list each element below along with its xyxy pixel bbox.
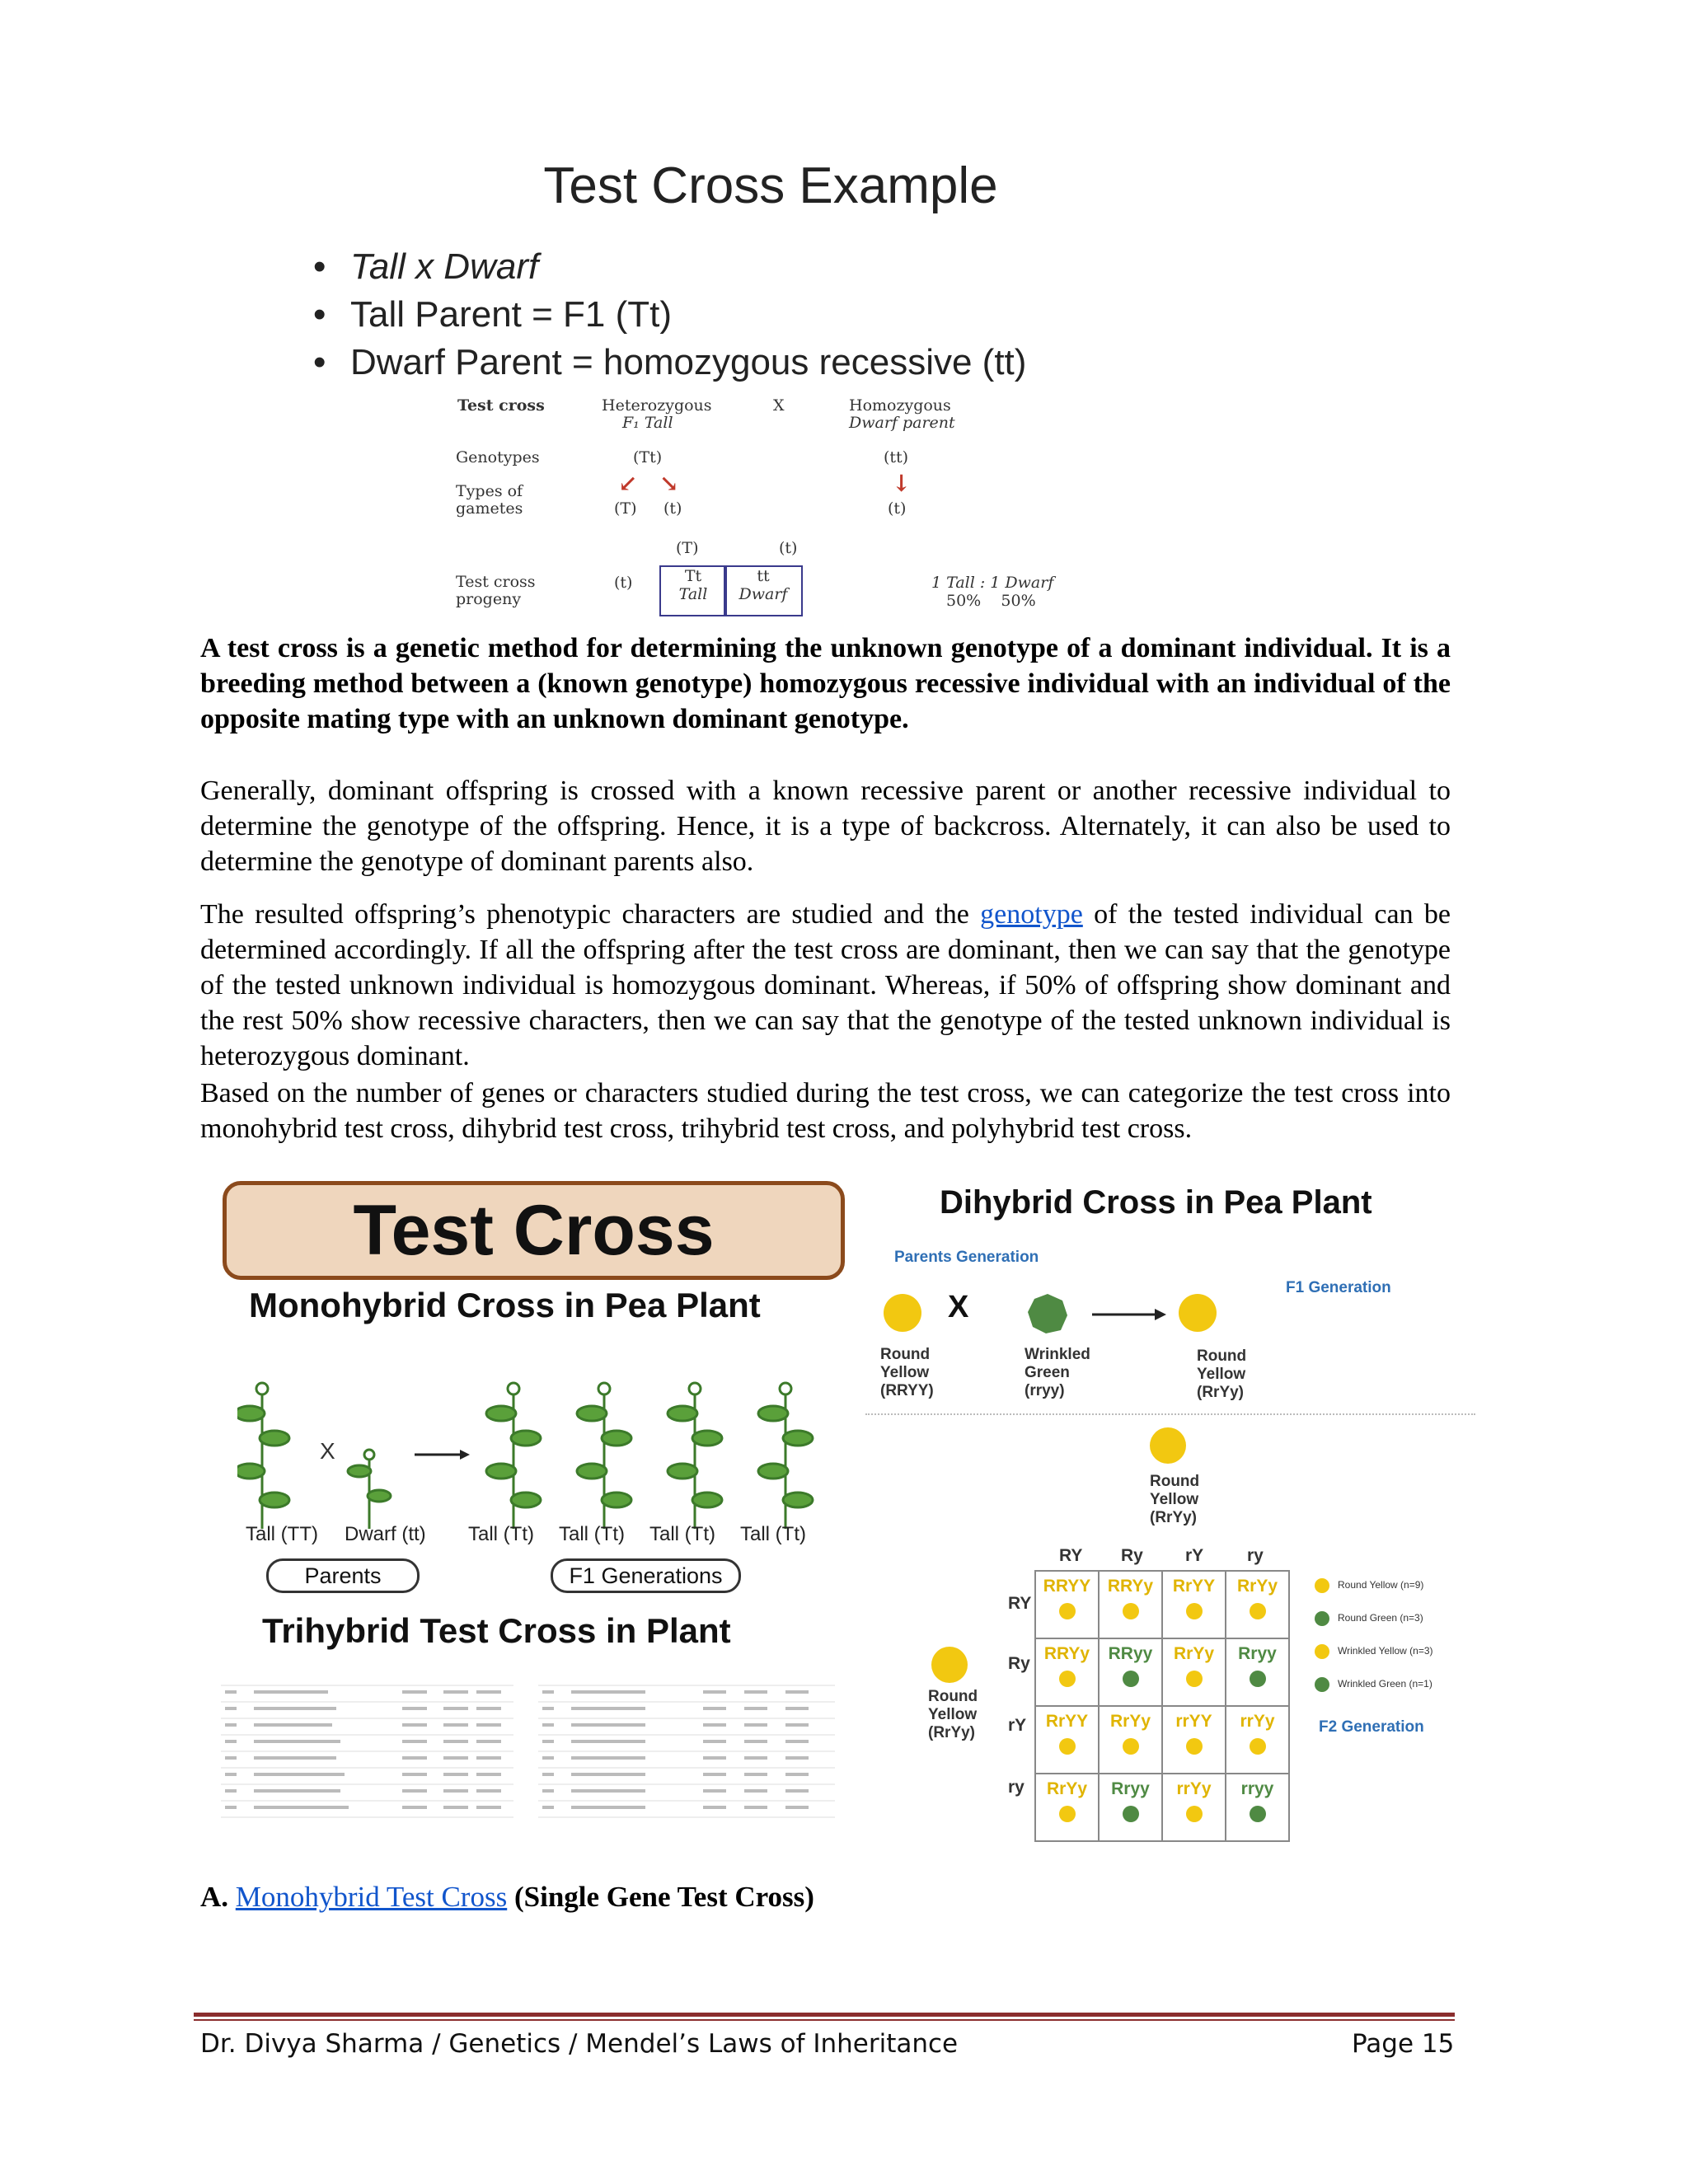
dihybrid-title: Dihybrid Cross in Pea Plant	[940, 1184, 1372, 1221]
cell-genotype: RrYY	[1045, 1712, 1089, 1731]
cell-genotype: RrYy	[1046, 1779, 1088, 1798]
punnett-cell-tall	[659, 565, 727, 616]
cell-genotype: Rryy	[1238, 1644, 1277, 1663]
homozygous-label: Homozygous	[849, 396, 951, 415]
legend-item: Round Green (n=3)	[1315, 1611, 1433, 1644]
cell-genotype: RRYy	[1043, 1644, 1090, 1663]
punnett-row	[1035, 1638, 1289, 1706]
gamete-label: rY	[1008, 1716, 1027, 1735]
gamete-label: RY	[1059, 1546, 1083, 1565]
bullet-item: • Tall Parent = F1 (Tt)	[313, 294, 673, 335]
bullet-item: • Dwarf Parent = homozygous recessive (tt)	[313, 342, 1027, 382]
yellow-seed-icon	[1059, 1738, 1076, 1755]
column-t: (t)	[779, 539, 798, 557]
cell-genotype: Tt	[684, 567, 702, 585]
punnett-cell-dwarf	[724, 565, 803, 616]
punnett-cell	[1035, 1638, 1099, 1706]
punnett-cell	[1226, 1706, 1289, 1774]
paragraph-backcross: Generally, dominant offspring is crossed with a known recessive parent or another recessive individual to determine the genotype of the offspring. Hence, it is a type of backcross. Alternately, it can also be used to determine the genotype of dominant parents also.	[200, 776, 1451, 877]
f1-generations-pill: F1 Generations	[551, 1558, 741, 1593]
f1-label: Round Yellow (RrYy)	[1197, 1347, 1247, 1401]
page-number: Page 15	[1352, 2029, 1455, 2059]
punnett-row	[1035, 1706, 1289, 1774]
punnett-cell	[1162, 1638, 1226, 1706]
svg-text:X: X	[320, 1438, 335, 1464]
punnett-cell	[1035, 1706, 1099, 1774]
blurred-table-icon	[538, 1669, 835, 1821]
dwarf-parent-label: Dwarf parent	[849, 414, 955, 432]
top-parent-label: Round Yellow (RrYy)	[1150, 1473, 1200, 1526]
punnett-cell	[1226, 1638, 1289, 1706]
cross-symbol: X	[773, 396, 785, 415]
cell-genotype: tt	[757, 567, 770, 585]
plant-label: Tall (TT)	[246, 1523, 318, 1545]
cell-genotype: RrYy	[1173, 1644, 1215, 1663]
plant-label: Tall (Tt)	[649, 1523, 715, 1545]
progeny-label: Test cross progeny	[456, 573, 536, 608]
parents-pill: Parents	[266, 1558, 420, 1593]
green-seed-icon	[1123, 1671, 1139, 1687]
cell-genotype: rrYy	[1176, 1779, 1212, 1798]
test-cross-diagram	[453, 394, 1195, 625]
paragraph-results: The resulted offspring’s phenotypic characters are studied and the genotype of the tested individual can be determined accordingly. If all the offspring after the test cross are dominant, then we can say that the genotype of the tested unknown individual is homozygous dominant. Whereas, if 50% of offspring show dominant and the rest 50% show recessive characters, then we can say that the genotype of the tested unknown individual is heterozygous dominant.	[200, 899, 1451, 1071]
f2-generation-label: F2 Generation	[1319, 1718, 1424, 1736]
arrow-down-icon: ↓	[892, 470, 912, 497]
cell-phenotype: Dwarf	[738, 585, 788, 603]
test-cross-banner: Test Cross	[223, 1181, 845, 1280]
column-T: (T)	[676, 539, 699, 557]
wrinkled-green-swatch	[1315, 1677, 1329, 1692]
yellow-seed-icon	[1186, 1603, 1203, 1619]
cell-genotype: RrYy	[1236, 1577, 1278, 1596]
wrinkled-green-seed-icon	[1026, 1292, 1069, 1335]
footer-rule	[194, 2013, 1455, 2017]
punnett-cell	[1226, 1571, 1289, 1638]
ratio-label: 1 Tall : 1 Dwarf	[931, 574, 1054, 592]
punnett-row	[1035, 1774, 1289, 1841]
punnett-cell	[1099, 1706, 1162, 1774]
cell-genotype: RRYY	[1043, 1577, 1091, 1596]
test-cross-label: Test cross	[457, 396, 545, 415]
footer-author: Dr. Divya Sharma / Genetics / Mendel’s Laws of Inheritance	[200, 2029, 959, 2059]
legend-item: Wrinkled Yellow (n=3)	[1315, 1644, 1433, 1677]
legend-item: Round Yellow (n=9)	[1315, 1578, 1433, 1611]
gamete-hom: (t)	[888, 499, 907, 518]
gamete-t: (t)	[663, 499, 682, 518]
yellow-seed-icon	[1123, 1738, 1139, 1755]
cell-genotype: RrYy	[1109, 1712, 1151, 1731]
punnett-cell	[1035, 1571, 1099, 1638]
plant-icon	[237, 1383, 289, 1529]
plant-label: Tall (Tt)	[559, 1523, 625, 1545]
round-green-swatch	[1315, 1611, 1329, 1626]
plant-label: Tall (Tt)	[468, 1523, 534, 1545]
footer-rule-thin	[194, 2019, 1455, 2021]
parents-generation-label: Parents Generation	[894, 1249, 1039, 1266]
punnett-square	[1034, 1570, 1290, 1842]
cell-genotype: rrYy	[1240, 1712, 1275, 1731]
arrow-down-left-icon: ↙	[618, 470, 638, 497]
cell-genotype: rrYY	[1175, 1712, 1212, 1731]
cell-genotype: RRyy	[1108, 1644, 1153, 1663]
legend-item: Wrinkled Green (n=1)	[1315, 1677, 1433, 1710]
yellow-seed-icon	[1250, 1738, 1266, 1755]
round-yellow-swatch	[1315, 1578, 1329, 1593]
bullet-item: • Tall x Dwarf	[313, 246, 539, 287]
test-cross-figure	[213, 1166, 847, 1825]
round-yellow-seed-icon	[1150, 1427, 1186, 1464]
punnett-cell	[1226, 1774, 1289, 1841]
gametes-label: Types of gametes	[456, 482, 523, 518]
wrinkled-yellow-swatch	[1315, 1644, 1329, 1659]
trihybrid-table-left	[221, 1669, 513, 1821]
legend	[1315, 1578, 1433, 1710]
trihybrid-title: Trihybrid Test Cross in Plant	[262, 1611, 731, 1650]
gamete-label: ry	[1247, 1546, 1264, 1565]
arrow-right-icon	[1092, 1306, 1166, 1323]
punnett-cell	[1099, 1638, 1162, 1706]
percent-label: 50% 50%	[946, 592, 1036, 610]
gamete-label: rY	[1185, 1546, 1204, 1565]
plant-label: Tall (Tt)	[740, 1523, 806, 1545]
cross-symbol: X	[948, 1290, 969, 1324]
section-heading: A. Monohybrid Test Cross (Single Gene Test Cross)	[200, 1881, 814, 1913]
cell-phenotype: Tall	[678, 585, 708, 603]
plant-icon	[348, 1450, 391, 1529]
blurred-table-icon	[221, 1669, 513, 1821]
slide-title: Test Cross Example	[543, 157, 998, 214]
genotypes-label: Genotypes	[456, 448, 540, 466]
green-seed-icon	[1250, 1806, 1266, 1822]
gamete-label: ry	[1008, 1778, 1025, 1797]
green-seed-icon	[1250, 1671, 1266, 1687]
monohybrid-title: Monohybrid Cross in Pea Plant	[249, 1286, 761, 1324]
punnett-row	[1035, 1571, 1289, 1638]
genotype-hom: (tt)	[884, 448, 909, 466]
punnett-cell	[1099, 1774, 1162, 1841]
side-parent-label: Round Yellow (RrYy)	[928, 1688, 978, 1741]
slide-bullets	[313, 243, 1026, 387]
plant-label: Dwarf (tt)	[345, 1523, 426, 1545]
genotype-link[interactable]: genotype	[980, 899, 1083, 930]
gamete-label: Ry	[1121, 1546, 1143, 1565]
green-seed-icon	[1123, 1806, 1139, 1822]
f1-generation-label: F1 Generation	[1286, 1279, 1391, 1296]
cell-genotype: rryy	[1240, 1779, 1274, 1798]
trihybrid-table-right	[538, 1669, 835, 1821]
punnett-cell	[1099, 1571, 1162, 1638]
cell-genotype: RrYY	[1172, 1577, 1216, 1596]
round-yellow-seed-icon	[931, 1647, 968, 1683]
paragraph-categories: Based on the number of genes or characters studied during the test cross, we can categorize the test cross into monohybrid test cross, dihybrid test cross, trihybrid test cross, and polyhybrid test cross.	[200, 1078, 1451, 1144]
paragraph-definition: A test cross is a genetic method for determining the unknown genotype of a dominant individual. It is a breeding method between a (known genotype) homozygous recessive individual with an individual of the opposite mating type with an unknown dominant genotype.	[200, 633, 1451, 734]
yellow-seed-icon	[1123, 1603, 1139, 1619]
yellow-seed-icon	[1250, 1603, 1266, 1619]
monohybrid-test-cross-link[interactable]: Monohybrid Test Cross	[235, 1881, 508, 1913]
round-yellow-seed-icon	[1179, 1294, 1217, 1332]
yellow-seed-icon	[1186, 1671, 1203, 1687]
plant-icon	[486, 1383, 813, 1529]
pea-plants-illustration	[237, 1364, 847, 1545]
yellow-seed-icon	[1186, 1806, 1203, 1822]
heterozygous-label: Heterozygous	[602, 396, 712, 415]
gamete-label: Ry	[1008, 1654, 1030, 1673]
punnett-cell	[1162, 1706, 1226, 1774]
divider	[865, 1413, 1475, 1415]
cell-genotype: RRYy	[1107, 1577, 1154, 1596]
parent1-label: Round Yellow (RRYY)	[880, 1346, 934, 1399]
row-t: (t)	[614, 574, 633, 592]
parent2-label: Wrinkled Green (rryy)	[1025, 1346, 1090, 1399]
punnett-cell	[1162, 1571, 1226, 1638]
yellow-seed-icon	[1059, 1671, 1076, 1687]
yellow-seed-icon	[1186, 1738, 1203, 1755]
cell-genotype: Rryy	[1111, 1779, 1150, 1798]
gamete-label: RY	[1008, 1594, 1032, 1613]
arrow-down-right-icon: ↘	[659, 470, 679, 497]
yellow-seed-icon	[1059, 1603, 1076, 1619]
gamete-T: (T)	[614, 499, 637, 518]
f1-tall-label: F₁ Tall	[622, 414, 673, 432]
dihybrid-figure	[849, 1166, 1484, 1825]
yellow-seed-icon	[1059, 1806, 1076, 1822]
punnett-cell	[1162, 1774, 1226, 1841]
punnett-cell	[1035, 1774, 1099, 1841]
round-yellow-seed-icon	[884, 1294, 921, 1332]
genotype-het: (Tt)	[633, 448, 663, 466]
